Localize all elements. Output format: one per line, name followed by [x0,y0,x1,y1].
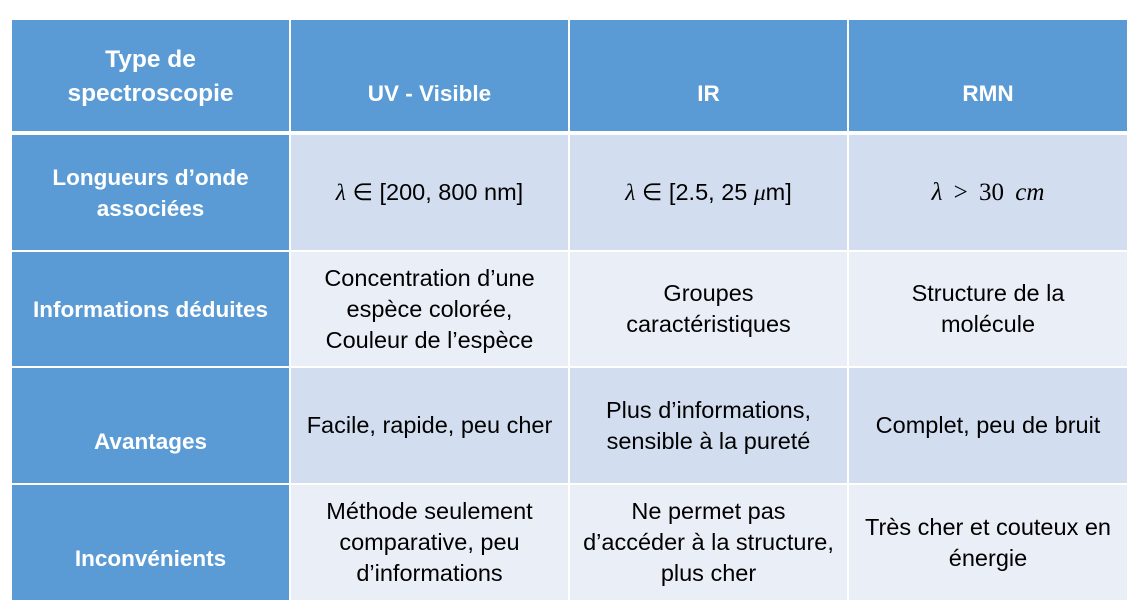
drawbacks-ir-cell [570,485,847,600]
information-uv-visible-cell [291,252,568,366]
column-header-ir: IR [697,80,720,106]
row-label-drawbacks-cell [12,485,289,600]
math-symbol: λ [335,179,346,206]
information-uv-visible: Concentration d’une espèce colorée, Couleur de l’espèce [324,264,535,353]
column-header-rmn-cell [849,20,1127,133]
row-label-information: Informations déduites [32,296,269,322]
header-row-label: Type de spectroscopie [67,46,234,107]
drawbacks-rmn-cell [849,485,1127,600]
math-symbol: λ [931,179,943,206]
wavelength-rmn: λ > 30 cm [931,179,1045,206]
column-header-uv-visible-cell [291,20,568,133]
wavelength-uv-visible-cell [291,135,568,250]
math-symbol: cm [1015,179,1045,206]
drawbacks-rmn: Très cher et couteux en énergie [864,513,1111,571]
wavelength-uv-visible: λ ∈ [200, 800 nm] [335,178,524,206]
header-row-label-cell [12,20,289,133]
information-ir-cell [570,252,847,366]
advantages-ir-cell [570,368,847,483]
wavelength-ir-cell [570,135,847,250]
advantages-rmn: Complet, peu de bruit [875,412,1101,438]
advantages-uv-visible-cell [291,368,568,483]
math-symbol: μ [753,179,766,206]
math-symbol: λ [625,179,636,206]
row-label-wavelengths-cell [12,135,289,250]
row-label-advantages: Avantages [94,428,207,454]
row-label-wavelengths: Longueurs d’onde associées [52,164,249,221]
information-rmn-cell [849,252,1127,366]
row-label-advantages-cell [12,368,289,483]
spectroscopy-comparison-table [12,20,1127,600]
advantages-uv-visible: Facile, rapide, peu cher [306,412,553,438]
information-rmn: Structure de la molécule [911,280,1065,337]
column-header-ir-cell [570,20,847,133]
row-label-drawbacks: Inconvénients [74,545,227,571]
advantages-ir: Plus d’informations, sensible à la pureté [605,396,812,454]
wavelength-ir: λ ∈ [2.5, 25 μm] [625,178,792,206]
column-header-rmn: RMN [962,80,1014,106]
advantages-rmn-cell [849,368,1127,483]
drawbacks-uv-visible-cell [291,485,568,600]
row-label-information-cell [12,252,289,366]
wavelength-rmn-cell [849,135,1127,250]
drawbacks-uv-visible: Méthode seulement comparative, peu d’informations [326,498,533,586]
information-ir: Groupes caractéristiques [626,280,791,337]
drawbacks-ir: Ne permet pas d’accéder à la structure, plus cher [583,498,834,586]
column-header-uv-visible: UV - Visible [367,80,492,106]
